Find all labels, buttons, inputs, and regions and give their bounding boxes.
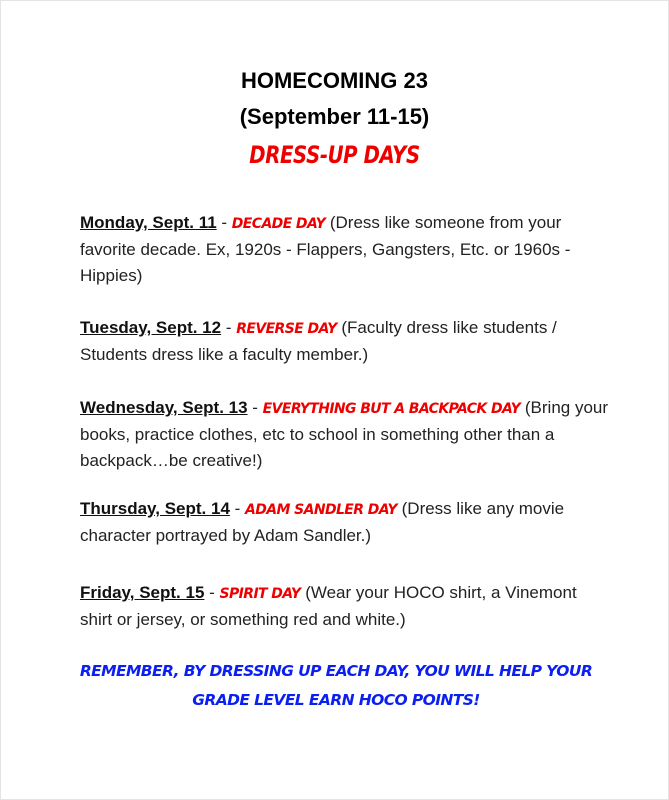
day-label: Tuesday, Sept. 12 <box>80 318 222 337</box>
reminder-line-2: GRADE LEVEL EARN HOCO POINTS! <box>192 691 480 709</box>
theme-description: (Bring your books, practice clothes, etc to school in something other than a backpack…be creative!) <box>80 398 609 470</box>
date-range: (September 11-15) <box>239 104 430 129</box>
theme-description: (Wear your HOCO shirt, a Vinemont shirt or jersey, or something red and white.) <box>80 583 577 629</box>
theme-name: EVERYTHING BUT A BACKPACK DAY <box>262 401 521 417</box>
day-label: Friday, Sept. 15 <box>80 583 205 602</box>
theme-name: SPIRIT DAY <box>219 586 301 602</box>
theme-description: (Faculty dress like students / Students dress like a faculty member.) <box>80 318 557 364</box>
separator: - <box>247 398 263 417</box>
day-label: Monday, Sept. 11 <box>80 213 217 232</box>
theme-name: REVERSE DAY <box>236 321 337 337</box>
reminder-note <box>71 657 601 715</box>
separator: - <box>216 213 232 232</box>
dress-up-entry-tuesday <box>80 315 610 368</box>
dress-up-entry-monday <box>80 210 610 289</box>
reminder-line-1: REMEMBER, BY DRESSING UP EACH DAY, YOU WILL HELP YOUR <box>79 662 593 680</box>
day-label: Wednesday, Sept. 13 <box>80 398 248 417</box>
separator: - <box>221 318 237 337</box>
page-title: HOMECOMING 23 <box>240 68 429 93</box>
separator: - <box>204 583 220 602</box>
dress-up-entry-wednesday <box>80 395 610 474</box>
dress-up-entry-thursday <box>80 496 610 549</box>
separator: - <box>229 499 246 518</box>
theme-description: (Dress like any movie character portrayed by Adam Sandler.) <box>80 499 565 545</box>
dress-up-entry-friday <box>80 580 610 633</box>
page-subtitle: DRESS-UP DAYS <box>249 141 420 169</box>
theme-name: DECADE DAY <box>231 216 326 232</box>
theme-name: ADAM SANDLER DAY <box>245 502 397 518</box>
day-label: Thursday, Sept. 14 <box>80 499 230 518</box>
theme-description: (Dress like someone from your favorite decade. Ex, 1920s - Flappers, Gangsters, Etc. or 1960s - Hippies) <box>80 213 571 285</box>
